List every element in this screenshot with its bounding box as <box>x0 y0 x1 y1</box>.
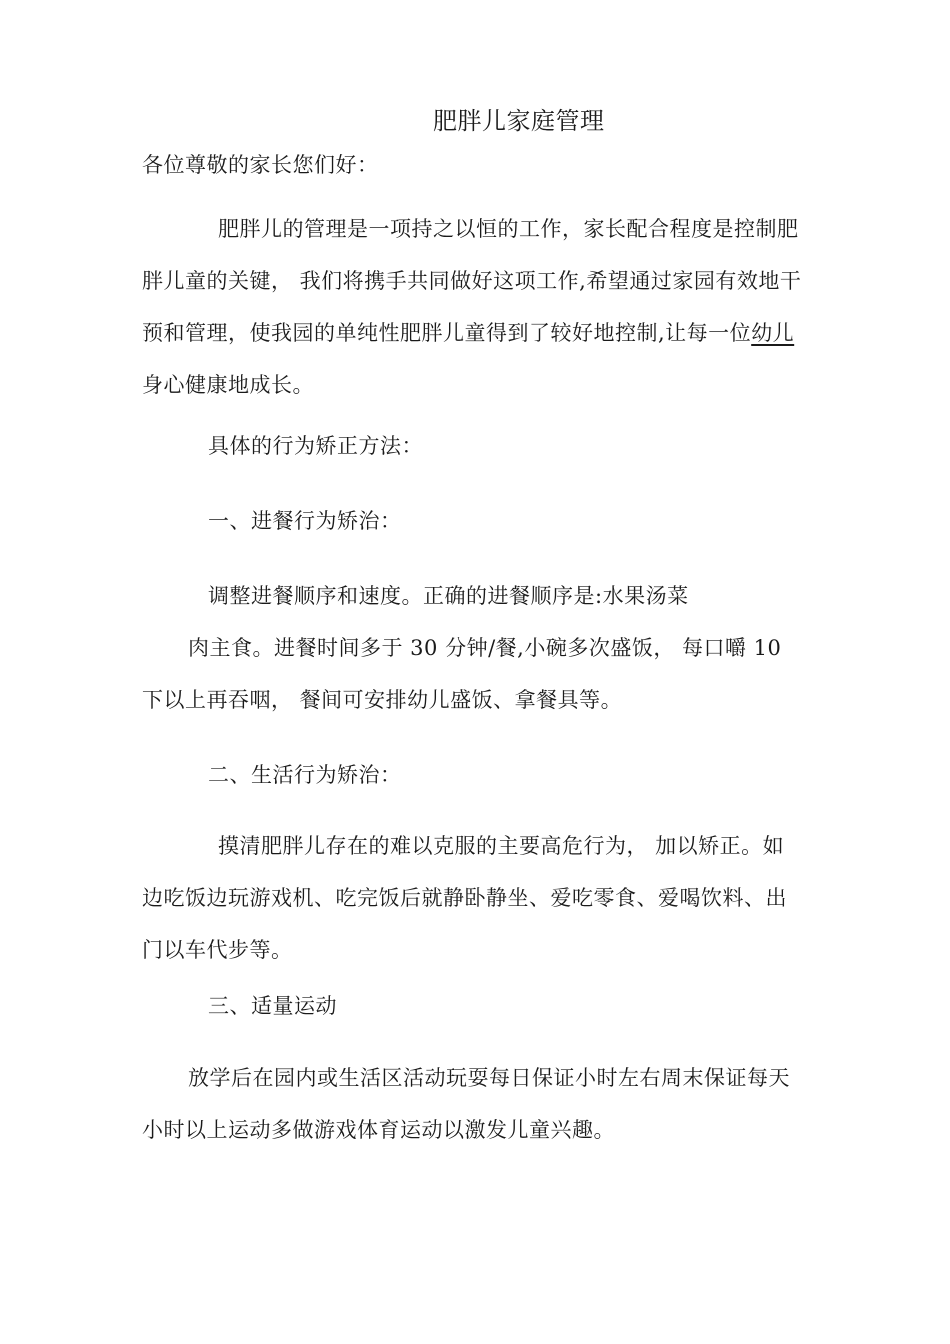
section1-line2: 肉主食。进餐时间多于 30 分钟/餐,小碗多次盛饭， 每口嚼 10 <box>188 636 782 660</box>
methods-heading: 具体的行为矫正方法： <box>208 434 423 458</box>
section3-heading: 三、适量运动 <box>208 994 337 1018</box>
section1-heading: 一、进餐行为矫治： <box>208 509 402 533</box>
document-title: 肥胖儿家庭管理 <box>433 107 605 135</box>
intro-underlined-word: 幼儿 <box>751 321 795 345</box>
intro-text-part1: 肥胖儿的管理是一项持之以恒的工作，家长配合程度是控制肥胖儿童的关键， 我们将携手共同做好这项工作,希望通过家园有效地干预和管理，使我园的单纯性肥胖儿童得到了较好地控制,让每一位 <box>142 217 802 345</box>
section3-body: 放学后在园内或生活区活动玩耍每日保证小时左右周末保证每天小时以上运动多做游戏体育运动以激发儿童兴趣。 <box>142 1066 790 1142</box>
section1-line1: 调整进餐顺序和速度。正确的进餐顺序是:水果汤菜 <box>208 584 689 608</box>
intro-paragraph <box>142 203 802 411</box>
section1-line3: 下以上再吞咽， 餐间可安排幼儿盛饭、拿餐具等。 <box>142 688 623 712</box>
section2-heading: 二、生活行为矫治： <box>208 763 402 787</box>
greeting: 各位尊敬的家长您们好： <box>142 153 379 177</box>
intro-text-part2: 身心健康地成长。 <box>142 373 314 397</box>
section2-body: 摸清肥胖儿存在的难以克服的主要高危行为， 加以矫正。如边吃饭边玩游戏机、吃完饭后就静卧静坐、爱吃零食、爱喝饮料、出门以车代步等。 <box>142 834 787 962</box>
